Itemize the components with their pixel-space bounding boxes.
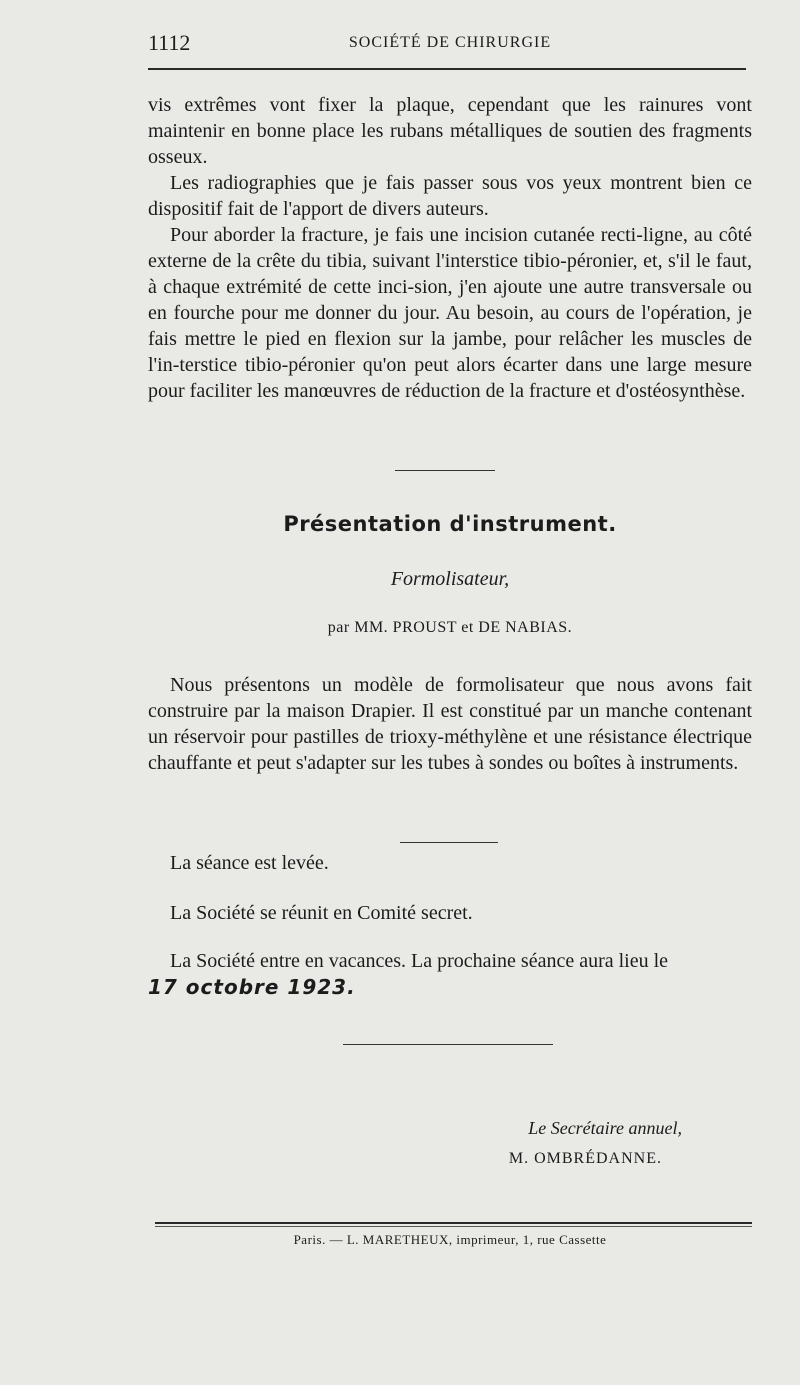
page-number: 1112 [148, 30, 191, 55]
header-rule [148, 68, 746, 70]
page-header [148, 30, 752, 58]
section-authors: par MM. PROUST et DE NABIAS. [327, 619, 573, 636]
intro-text [148, 92, 752, 404]
footer-rule [155, 1226, 752, 1227]
intro-paragraph: Les radiographies que je fais passer sous vos yeux montrent bien ce dispositif fait de l'apport de divers auteurs. [148, 172, 752, 220]
closing-announcement [148, 948, 752, 1000]
closing-line: La Société se réunit en Comité secret. [170, 902, 473, 924]
section-subtitle: Formolisateur, [390, 568, 510, 590]
intro-paragraph: vis extrêmes vont fixer la plaque, cependant que les rainures vont maintenir en bonne place les rubans métalliques de soutien des fragments osseux. [148, 94, 752, 168]
section-divider [395, 470, 495, 471]
next-session-date: 17 octobre 1923. [148, 975, 356, 999]
closing-divider [400, 842, 498, 843]
signature-divider [343, 1044, 553, 1045]
intro-paragraph: Pour aborder la fracture, je fais une incision cutanée recti-ligne, au côté externe de la crête du tibia, suivant l'interstice tibio-péronier, et, s'il le faut, à chaque extrémité de cette inci-sion, j'en ajoute une autre transversale ou en fourche pour me donner du jour. Au besoin, au cours de l'opération, je fais mettre le pied en flexion sur la jambe, pour relâcher les muscles de l'in-terstice tibio-péronier qu'on peut alors écarter dans une large mesure pour faciliter les manœuvres de réduction de la fracture et d'ostéosynthèse. [148, 224, 752, 402]
closing-line: La séance est levée. [170, 852, 329, 874]
running-head: SOCIÉTÉ DE CHIRURGIE [348, 34, 552, 51]
instrument-text [148, 672, 752, 776]
section-title: Présentation d'instrument. [283, 512, 617, 536]
footer-rule [155, 1222, 752, 1224]
instrument-paragraph: Nous présentons un modèle de formolisateur que nous avons fait construire par la maison Drapier. Il est constitué par un manche contenant un réservoir pour pastilles de trioxy-méthylène et une résistance électrique chauffante et peut s'adapter sur les tubes à sondes ou boîtes à instruments. [148, 674, 752, 774]
signature-title: Le Secrétaire annuel, [528, 1118, 682, 1138]
signature-name: M. OMBRÉDANNE. [508, 1150, 662, 1167]
closing-line: La Société entre en vacances. La prochaine séance aura lieu le [170, 950, 669, 972]
printer-imprint: Paris. — L. MARETHEUX, imprimeur, 1, rue Cassette [293, 1232, 607, 1247]
